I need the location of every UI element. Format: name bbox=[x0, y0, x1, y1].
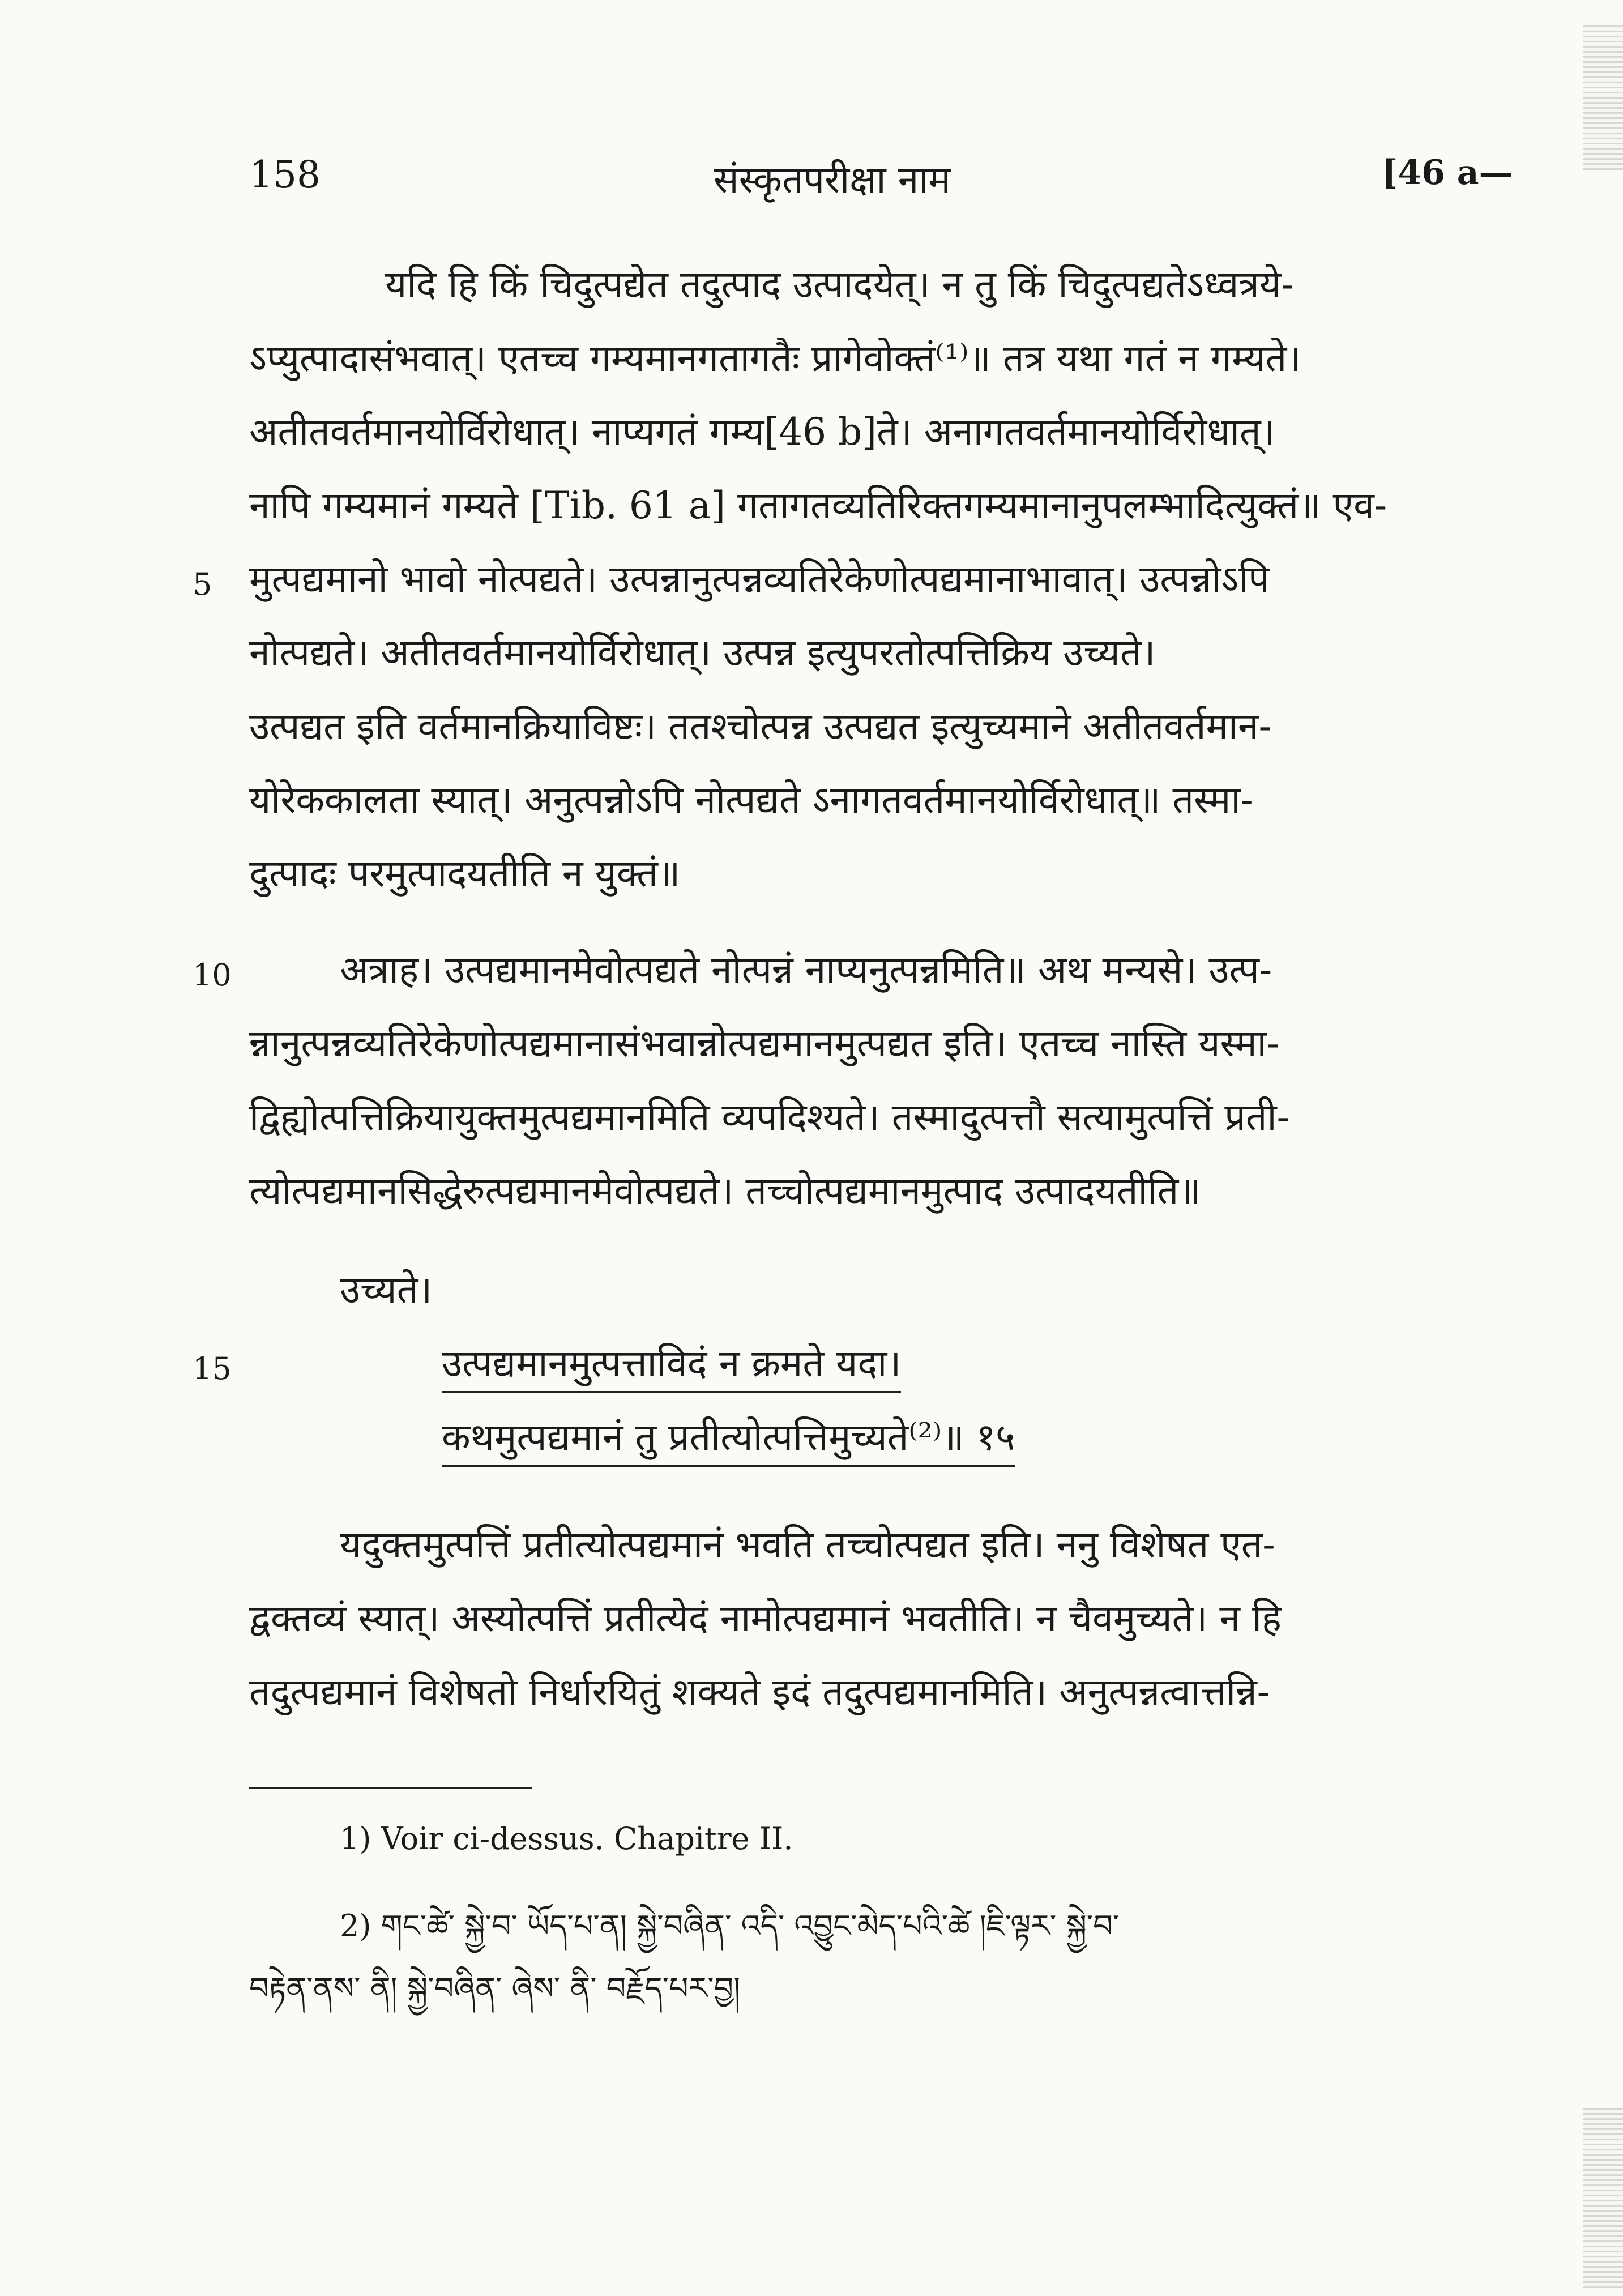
text-line: यदि हि किं चिदुत्पद्येत तदुत्पाद उत्पादयेत्। न तु किं चिदुत्पद्यतेऽध्वत्रये- bbox=[385, 263, 1294, 306]
text-line: उत्पद्यत इति वर्तमानक्रियाविष्टः। ततश्चोत्पन्न उत्पद्यत इत्युच्यमाने अतीतवर्तमान- bbox=[249, 705, 1271, 748]
text-line: मुत्पद्यमानो भावो नोत्पद्यते। उत्पन्नानुत्पन्नव्यतिरेकेणोत्पद्यमानाभावात्। उत्पन्नोऽपि bbox=[249, 557, 1270, 601]
line-number: 15 bbox=[193, 1351, 232, 1386]
verse-line: उत्पद्यमानमुत्पत्ताविदं न क्रमते यदा। bbox=[442, 1337, 901, 1393]
text-line: नोत्पद्यते। अतीतवर्तमानयोर्विरोधात्। उत्पन्न इत्युपरतोत्पत्तिक्रिय उच्यते। bbox=[249, 631, 1156, 675]
running-title: संस्कृतपरीक्षा नाम bbox=[714, 158, 951, 202]
edge-speckle-bottom bbox=[1583, 2107, 1623, 2288]
footnote: 1) Voir ci-dessus. Chapitre II. bbox=[340, 1821, 793, 1857]
text-line: त्योत्पद्यमानसिद्धेरुत्पद्यमानमेवोत्पद्यते। तच्चोत्पद्यमानमुत्पाद उत्पादयतीति॥ bbox=[249, 1169, 1201, 1213]
footnote-rule bbox=[249, 1787, 532, 1789]
verse-line: कथमुत्पद्यमानं तु प्रतीत्योत्पत्तिमुच्यते⁽²⁾॥ १५ bbox=[442, 1410, 1015, 1467]
text-line: द्विह्योत्पत्तिक्रियायुक्तमुत्पद्यमानमिति व्यपदिश्यते। तस्मादुत्पत्तौ सत्यामुत्पत्तिं प्रती- bbox=[249, 1095, 1289, 1139]
footnote: བརྟེན་ནས་ ནི། སྐྱེ་བཞིན་ ཞེས་ ནི་ བརྗོད་པར་བྱ། bbox=[249, 1970, 741, 2006]
text-line: दुत्पादः परमुत्पादयतीति न युक्तं॥ bbox=[249, 852, 681, 895]
text-line: उच्यते। bbox=[340, 1268, 433, 1312]
text-line: तदुत्पद्यमानं विशेषतो निर्धारयितुं शक्यते इदं तदुत्पद्यमानमिति। अनुत्पन्नत्वात्तन्नि- bbox=[249, 1670, 1270, 1714]
text-line: यदुक्तमुत्पत्तिं प्रतीत्योत्पद्यमानं भवति तच्चोत्पद्यत इति। ननु विशेषत एत- bbox=[340, 1523, 1275, 1567]
text-line: योरेककालता स्यात्। अनुत्पन्नोऽपि नोत्पद्यते ऽनागतवर्तमानयोर्विरोधात्॥ तस्मा- bbox=[249, 778, 1253, 822]
line-number: 5 bbox=[193, 566, 212, 602]
text-line: नापि गम्यमानं गम्यते [Tib. 61 a] गतागतव्यतिरिक्तगम्यमानानुपलम्भादित्युक्तं॥ एव- bbox=[249, 484, 1387, 527]
text-line: ऽप्युत्पादासंभवात्। एतच्च गम्यमानगतागतैः प्रागेवोक्तं⁽¹⁾॥ तत्र यथा गतं न गम्यते। bbox=[249, 336, 1301, 380]
text-line: न्नानुत्पन्नव्यतिरेकेणोत्पद्यमानासंभवान्नोत्पद्यमानमुत्पद्यत इति। एतच्च नास्ति यस्मा- bbox=[249, 1022, 1280, 1065]
folio-reference: [46 a— bbox=[1382, 153, 1513, 193]
edge-speckle-top bbox=[1583, 23, 1623, 170]
text-line: अतीतवर्तमानयोर्विरोधात्। नाप्यगतं गम्य[46 b]ते। अनागतवर्तमानयोर्विरोधात्। bbox=[249, 410, 1275, 454]
page-number: 158 bbox=[249, 153, 321, 197]
text-line: अत्राह। उत्पद्यमानमेवोत्पद्यते नोत्पन्नं नाप्यनुत्पन्नमिति॥ अथ मन्यसे। उत्प- bbox=[340, 948, 1272, 992]
text-line: द्वक्तव्यं स्यात्। अस्योत्पत्तिं प्रतीत्येदं नामोत्पद्यमानं भवतीति। न चैवमुच्यते। न हि bbox=[249, 1597, 1282, 1640]
line-number: 10 bbox=[193, 957, 232, 993]
footnote: 2) གང་ཚེ་ སྐྱེ་བ་ ཡོད་པ་ན། སྐྱེ་བཞིན་ འདི་ འབྱུང་མེད་པའི་ཚེ །ཇི་ལྟར་ སྐྱེ་བ་ bbox=[340, 1908, 1120, 1944]
